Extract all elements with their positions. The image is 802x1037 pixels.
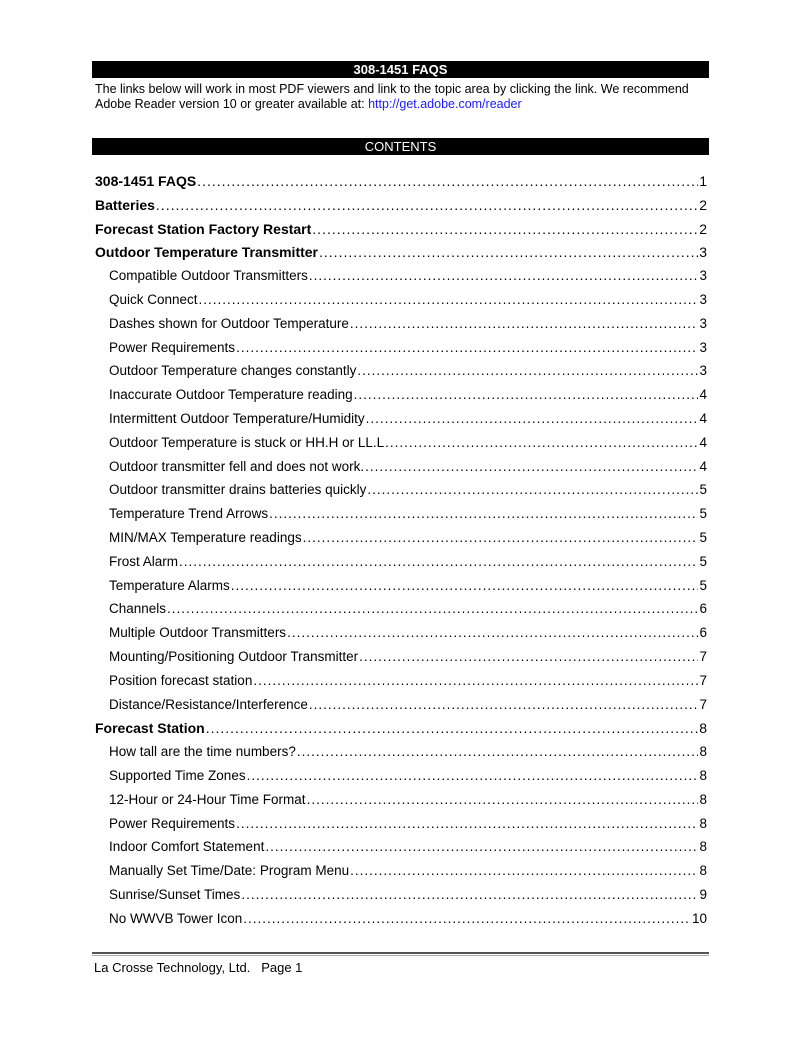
- toc-dot-leader: [269, 506, 698, 521]
- toc-entry-title[interactable]: No WWVB Tower Icon: [109, 910, 243, 926]
- toc-entry-page[interactable]: 9: [699, 886, 707, 902]
- toc-entry[interactable]: [95, 720, 707, 744]
- toc-entry[interactable]: [95, 625, 707, 649]
- toc-entry-title[interactable]: Frost Alarm: [109, 553, 179, 569]
- toc-entry-page[interactable]: 5: [699, 577, 707, 593]
- toc-entry-title[interactable]: Inaccurate Outdoor Temperature reading: [109, 387, 353, 403]
- toc-dot-leader: [354, 387, 699, 402]
- toc-dot-leader: [247, 768, 699, 783]
- toc-dot-leader: [253, 673, 698, 688]
- toc-entry[interactable]: [95, 435, 707, 459]
- toc-entry-title[interactable]: Dashes shown for Outdoor Temperature: [109, 315, 349, 331]
- toc-entry-page[interactable]: 8: [699, 863, 707, 879]
- toc-entry[interactable]: [95, 387, 707, 411]
- toc-entry-title[interactable]: How tall are the time numbers?: [109, 744, 296, 760]
- toc-entry-page[interactable]: 2: [699, 196, 707, 213]
- toc-dot-leader: [307, 792, 699, 807]
- toc-entry-page[interactable]: 5: [699, 506, 707, 522]
- toc-dot-leader: [179, 554, 698, 569]
- toc-entry-title[interactable]: 12-Hour or 24-Hour Time Format: [109, 791, 306, 807]
- toc-dot-leader: [367, 482, 698, 497]
- toc-dot-leader: [167, 601, 698, 616]
- toc-entry[interactable]: [95, 459, 707, 483]
- toc-entry[interactable]: [95, 173, 707, 197]
- toc-entry-title[interactable]: Power Requirements: [109, 339, 236, 355]
- toc-entry[interactable]: [95, 839, 707, 863]
- document-title: 308-1451 FAQS: [353, 62, 448, 77]
- toc-dot-leader: [236, 816, 698, 831]
- footer-page-number: Page 1: [261, 960, 303, 975]
- toc-entry[interactable]: [95, 221, 707, 245]
- toc-entry-title[interactable]: Position forecast station: [109, 672, 253, 688]
- toc-entry-page[interactable]: 7: [699, 696, 707, 712]
- toc-entry-title[interactable]: Sunrise/Sunset Times: [109, 886, 241, 902]
- toc-entry-title[interactable]: Outdoor transmitter fell and does not work.: [109, 458, 365, 474]
- table-of-contents: [95, 173, 707, 935]
- toc-entry[interactable]: [95, 411, 707, 435]
- toc-entry[interactable]: [95, 292, 707, 316]
- toc-dot-leader: [236, 340, 698, 355]
- toc-entry-title[interactable]: Manually Set Time/Date: Program Menu: [109, 863, 350, 879]
- toc-entry-title[interactable]: Channels: [109, 601, 167, 617]
- toc-dot-leader: [303, 530, 699, 545]
- toc-entry-page[interactable]: 8: [699, 839, 707, 855]
- toc-entry-title[interactable]: Outdoor Temperature is stuck or HH.H or LL.L: [109, 434, 385, 450]
- toc-entry[interactable]: [95, 363, 707, 387]
- toc-dot-leader: [241, 887, 698, 902]
- toc-entry-page[interactable]: 1: [699, 173, 707, 189]
- intro-text: The links below will work in most PDF viewers and link to the topic area by clicking the link. We recommend Adobe Reader version 10 or greater available at:: [95, 82, 689, 111]
- toc-dot-leader: [312, 221, 698, 237]
- toc-dot-leader: [297, 744, 699, 759]
- document-title-bar: [92, 61, 709, 78]
- toc-entry-title[interactable]: Supported Time Zones: [109, 767, 246, 783]
- toc-entry-page[interactable]: 4: [699, 387, 707, 403]
- toc-dot-leader: [197, 173, 698, 189]
- toc-entry[interactable]: [95, 601, 707, 625]
- toc-dot-leader: [385, 435, 698, 450]
- toc-entry-title[interactable]: Quick Connect: [109, 291, 198, 307]
- toc-dot-leader: [287, 625, 698, 640]
- footer-divider-thin: [92, 955, 709, 956]
- toc-dot-leader: [359, 649, 698, 664]
- toc-dot-leader: [265, 839, 698, 854]
- toc-entry[interactable]: [95, 863, 707, 887]
- toc-entry-page[interactable]: 8: [699, 767, 707, 783]
- toc-dot-leader: [231, 578, 699, 593]
- toc-entry-title[interactable]: Forecast Station: [95, 720, 205, 737]
- toc-dot-leader: [365, 459, 698, 474]
- toc-entry[interactable]: [95, 316, 707, 340]
- toc-entry-page[interactable]: 7: [699, 648, 707, 664]
- toc-entry[interactable]: [95, 554, 707, 578]
- toc-entry[interactable]: [95, 697, 707, 721]
- footer-company: La Crosse Technology, Ltd.: [94, 960, 251, 975]
- toc-entry[interactable]: [95, 887, 707, 911]
- toc-entry-page[interactable]: 6: [699, 601, 707, 617]
- toc-entry[interactable]: [95, 792, 707, 816]
- toc-entry[interactable]: [95, 649, 707, 673]
- intro-paragraph: [95, 82, 709, 111]
- toc-entry-page[interactable]: 8: [699, 815, 707, 831]
- page-footer: [94, 960, 302, 976]
- toc-entry-title[interactable]: 308-1451 FAQS: [95, 173, 197, 189]
- toc-dot-leader: [243, 911, 691, 926]
- adobe-reader-link[interactable]: http://get.adobe.com/reader: [368, 96, 522, 111]
- toc-entry-title[interactable]: Temperature Trend Arrows: [109, 506, 269, 522]
- toc-entry-title[interactable]: Indoor Comfort Statement: [109, 839, 265, 855]
- toc-entry-page[interactable]: 5: [699, 482, 707, 498]
- toc-entry[interactable]: [95, 268, 707, 292]
- toc-dot-leader: [199, 292, 699, 307]
- toc-entry-page[interactable]: 8: [699, 720, 707, 737]
- toc-entry-page[interactable]: 5: [699, 529, 707, 545]
- toc-dot-leader: [366, 411, 699, 426]
- contents-heading-bar: [92, 138, 709, 155]
- toc-entry-title[interactable]: Temperature Alarms: [109, 577, 230, 593]
- toc-entry-title[interactable]: Outdoor Temperature Transmitter: [95, 244, 319, 261]
- toc-entry-page[interactable]: 7: [699, 672, 707, 688]
- toc-entry[interactable]: [95, 244, 707, 268]
- toc-entry[interactable]: [95, 673, 707, 697]
- toc-entry-page[interactable]: 4: [699, 458, 707, 474]
- toc-entry-page[interactable]: 3: [699, 244, 707, 261]
- toc-entry-page[interactable]: 3: [699, 315, 707, 331]
- toc-entry-title[interactable]: Compatible Outdoor Transmitters: [109, 268, 308, 284]
- toc-entry-page[interactable]: 4: [699, 434, 707, 450]
- toc-entry-page[interactable]: 2: [699, 220, 707, 237]
- toc-entry-page[interactable]: 3: [699, 268, 707, 284]
- toc-dot-leader: [319, 244, 698, 260]
- toc-entry-page[interactable]: 3: [699, 363, 707, 379]
- toc-entry[interactable]: [95, 911, 707, 935]
- toc-entry-page[interactable]: 5: [699, 553, 707, 569]
- toc-entry[interactable]: [95, 197, 707, 221]
- toc-entry-title[interactable]: Batteries: [95, 196, 155, 213]
- toc-dot-leader: [309, 268, 699, 283]
- toc-entry-title[interactable]: MIN/MAX Temperature readings: [109, 529, 302, 545]
- toc-dot-leader: [350, 316, 699, 331]
- toc-entry-page[interactable]: 10: [691, 910, 707, 926]
- toc-entry-page[interactable]: 3: [699, 291, 707, 307]
- toc-entry[interactable]: [95, 340, 707, 364]
- footer-divider: [92, 952, 709, 954]
- toc-dot-leader: [309, 697, 699, 712]
- toc-entry-title[interactable]: Intermittent Outdoor Temperature/Humidity: [109, 410, 365, 426]
- toc-entry[interactable]: [95, 578, 707, 602]
- toc-entry-page[interactable]: 3: [699, 339, 707, 355]
- toc-dot-leader: [357, 363, 698, 378]
- contents-heading: CONTENTS: [364, 139, 437, 154]
- toc-entry[interactable]: [95, 506, 707, 530]
- toc-entry-title[interactable]: Forecast Station Factory Restart: [95, 220, 312, 237]
- toc-entry[interactable]: [95, 530, 707, 554]
- toc-entry-title[interactable]: Multiple Outdoor Transmitters: [109, 625, 287, 641]
- toc-entry-title[interactable]: Distance/Resistance/Interference: [109, 696, 308, 712]
- toc-entry[interactable]: [95, 482, 707, 506]
- toc-entry-page[interactable]: 4: [699, 410, 707, 426]
- toc-entry-page[interactable]: 8: [699, 791, 707, 807]
- toc-entry[interactable]: [95, 768, 707, 792]
- toc-dot-leader: [156, 197, 698, 213]
- toc-entry-title[interactable]: Outdoor Temperature changes constantly: [109, 363, 357, 379]
- toc-entry[interactable]: [95, 816, 707, 840]
- toc-entry-title[interactable]: Power Requirements: [109, 815, 236, 831]
- toc-entry[interactable]: [95, 744, 707, 768]
- toc-entry-title[interactable]: Mounting/Positioning Outdoor Transmitter: [109, 648, 359, 664]
- toc-entry-page[interactable]: 8: [699, 744, 707, 760]
- toc-entry-page[interactable]: 6: [699, 625, 707, 641]
- toc-entry-title[interactable]: Outdoor transmitter drains batteries quickly: [109, 482, 367, 498]
- toc-dot-leader: [206, 720, 699, 736]
- toc-dot-leader: [350, 863, 698, 878]
